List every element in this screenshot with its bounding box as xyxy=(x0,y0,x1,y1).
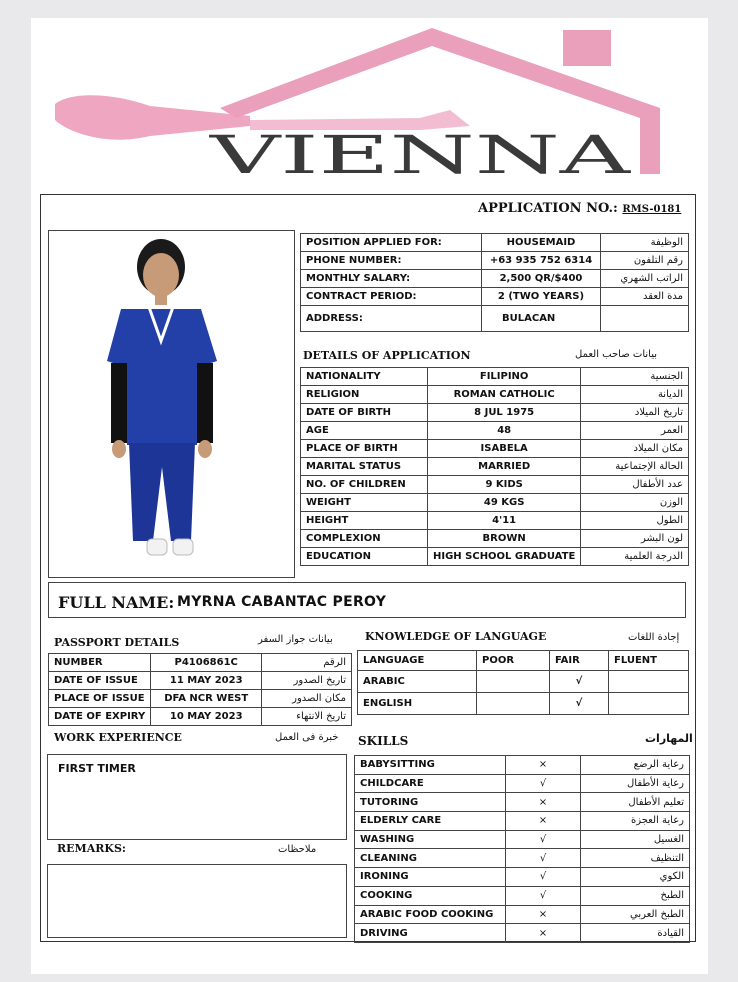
details-row xyxy=(301,530,689,548)
detail-value: FILIPINO xyxy=(428,368,581,386)
full-name-label: FULL NAME: xyxy=(58,593,175,612)
language-header: LANGUAGE xyxy=(358,651,477,671)
details-table xyxy=(300,367,689,566)
passport-label: PLACE OF ISSUE xyxy=(49,690,151,708)
skill-row xyxy=(355,849,690,868)
skill-label-ar: تعليم الأطفال xyxy=(581,793,690,812)
language-fair: √ xyxy=(550,693,609,715)
passport-value: P4106861C xyxy=(151,654,262,672)
contact-row xyxy=(301,234,689,252)
detail-label-ar: مكان الميلاد xyxy=(581,440,689,458)
address-label: ADDRESS: xyxy=(301,306,482,332)
contact-table xyxy=(300,233,689,332)
language-table xyxy=(357,650,689,715)
application-number: RMS-0181 xyxy=(622,204,682,215)
detail-value: 8 JUL 1975 xyxy=(428,404,581,422)
details-row xyxy=(301,422,689,440)
skill-row xyxy=(355,793,690,812)
details-row xyxy=(301,404,689,422)
skill-row xyxy=(355,830,690,849)
skill-row xyxy=(355,905,690,924)
skill-name: ELDERLY CARE xyxy=(355,812,506,831)
skill-row xyxy=(355,756,690,775)
application-number-row xyxy=(478,201,695,216)
language-fluent xyxy=(609,693,689,715)
field-value: HOUSEMAID xyxy=(482,234,601,252)
detail-label-ar: الوزن xyxy=(581,494,689,512)
remarks-title-ar: ملاحظات xyxy=(278,844,317,855)
applicant-photo xyxy=(48,230,295,578)
skill-mark: √ xyxy=(506,830,581,849)
skill-mark: √ xyxy=(506,849,581,868)
language-title: KNOWLEDGE OF LANGUAGE xyxy=(365,630,547,643)
detail-label: NATIONALITY xyxy=(301,368,428,386)
house-chimney-shape xyxy=(563,30,611,66)
skill-name: TUTORING xyxy=(355,793,506,812)
contact-row xyxy=(301,252,689,270)
detail-label: EDUCATION xyxy=(301,548,428,566)
detail-label: NO. OF CHILDREN xyxy=(301,476,428,494)
field-label: POSITION APPLIED FOR: xyxy=(301,234,482,252)
contact-row xyxy=(301,270,689,288)
brand-wordmark: VIENNA xyxy=(208,126,633,186)
skill-label-ar: التنظيف xyxy=(581,849,690,868)
detail-label-ar: عدد الأطفال xyxy=(581,476,689,494)
detail-value: 4'11 xyxy=(428,512,581,530)
skill-label-ar: الكوي xyxy=(581,868,690,887)
work-title-ar: خبرة فى العمل xyxy=(275,732,339,743)
skill-label-ar: الطبخ xyxy=(581,886,690,905)
skill-name: CHILDCARE xyxy=(355,774,506,793)
address-value: BULACAN xyxy=(482,306,601,332)
detail-value: ROMAN CATHOLIC xyxy=(428,386,581,404)
work-experience-content: FIRST TIMER xyxy=(58,762,136,775)
field-value: 2,500 QR/$400 xyxy=(482,270,601,288)
language-row xyxy=(358,671,689,693)
language-header: FAIR xyxy=(550,651,609,671)
detail-value: MARRIED xyxy=(428,458,581,476)
details-row xyxy=(301,548,689,566)
language-name: ARABIC xyxy=(358,671,477,693)
passport-label-ar: مكان الصدور xyxy=(262,690,352,708)
details-row xyxy=(301,368,689,386)
skill-row xyxy=(355,868,690,887)
work-title: WORK EXPERIENCE xyxy=(54,731,182,744)
detail-label: RELIGION xyxy=(301,386,428,404)
skill-mark: √ xyxy=(506,886,581,905)
details-row xyxy=(301,386,689,404)
work-experience-box xyxy=(47,754,347,840)
detail-value: HIGH SCHOOL GRADUATE xyxy=(428,548,581,566)
skill-name: ARABIC FOOD COOKING xyxy=(355,905,506,924)
details-row xyxy=(301,440,689,458)
skill-row xyxy=(355,812,690,831)
detail-label: MARITAL STATUS xyxy=(301,458,428,476)
skill-name: WASHING xyxy=(355,830,506,849)
details-row xyxy=(301,476,689,494)
language-fluent xyxy=(609,671,689,693)
skill-name: COOKING xyxy=(355,886,506,905)
detail-label: COMPLEXION xyxy=(301,530,428,548)
language-row xyxy=(358,693,689,715)
passport-title: PASSPORT DETAILS xyxy=(54,636,180,649)
remarks-title: REMARKS: xyxy=(57,842,126,855)
vienna-logo xyxy=(0,0,738,195)
detail-label-ar: الجنسية xyxy=(581,368,689,386)
passport-value: 11 MAY 2023 xyxy=(151,672,262,690)
contact-row xyxy=(301,288,689,306)
field-label-ar: رقم التلفون xyxy=(601,252,689,270)
full-name-value: MYRNA CABANTAC PEROY xyxy=(177,594,387,610)
detail-label-ar: العمر xyxy=(581,422,689,440)
application-label: APPLICATION NO.: xyxy=(478,201,618,216)
detail-label: PLACE OF BIRTH xyxy=(301,440,428,458)
language-poor xyxy=(477,693,550,715)
skill-mark: √ xyxy=(506,774,581,793)
passport-row xyxy=(49,690,352,708)
skill-row xyxy=(355,886,690,905)
skill-label-ar: الغسيل xyxy=(581,830,690,849)
skill-mark: × xyxy=(506,924,581,943)
detail-label-ar: الحالة الإجتماعية xyxy=(581,458,689,476)
language-header: FLUENT xyxy=(609,651,689,671)
skill-label-ar: الطبخ العربي xyxy=(581,905,690,924)
field-label-ar: الراتب الشهري xyxy=(601,270,689,288)
skill-label-ar: رعاية الأطفال xyxy=(581,774,690,793)
language-poor xyxy=(477,671,550,693)
language-fair: √ xyxy=(550,671,609,693)
detail-label-ar: الدرجة العلمية xyxy=(581,548,689,566)
passport-label-ar: تاريخ الصدور xyxy=(262,672,352,690)
passport-label-ar: الرقم xyxy=(262,654,352,672)
house-wall-shape xyxy=(640,110,660,174)
detail-label: WEIGHT xyxy=(301,494,428,512)
detail-label-ar: الطول xyxy=(581,512,689,530)
language-title-ar: إجادة اللغات xyxy=(628,632,680,643)
detail-label: HEIGHT xyxy=(301,512,428,530)
passport-table xyxy=(48,653,352,726)
detail-label-ar: لون البشر xyxy=(581,530,689,548)
passport-value: DFA NCR WEST xyxy=(151,690,262,708)
passport-row xyxy=(49,654,352,672)
detail-label-ar: الديانة xyxy=(581,386,689,404)
passport-row xyxy=(49,672,352,690)
skill-mark: √ xyxy=(506,868,581,887)
passport-label: NUMBER xyxy=(49,654,151,672)
skill-mark: × xyxy=(506,905,581,924)
field-label-ar: مدة العقد xyxy=(601,288,689,306)
passport-label-ar: تاريخ الانتهاء xyxy=(262,708,352,726)
remarks-box xyxy=(47,864,347,938)
skill-row xyxy=(355,774,690,793)
passport-label: DATE OF EXPIRY xyxy=(49,708,151,726)
detail-value: BROWN xyxy=(428,530,581,548)
skill-mark: × xyxy=(506,812,581,831)
skills-table xyxy=(354,755,690,943)
detail-value: 48 xyxy=(428,422,581,440)
full-name-box xyxy=(48,582,686,618)
details-row xyxy=(301,512,689,530)
skill-label-ar: رعاية الرضع xyxy=(581,756,690,775)
detail-value: 9 KIDS xyxy=(428,476,581,494)
skill-name: DRIVING xyxy=(355,924,506,943)
details-title-ar: بيانات صاحب العمل xyxy=(575,349,657,360)
skill-mark: × xyxy=(506,793,581,812)
skill-mark: × xyxy=(506,756,581,775)
passport-value: 10 MAY 2023 xyxy=(151,708,262,726)
field-label: PHONE NUMBER: xyxy=(301,252,482,270)
skill-name: CLEANING xyxy=(355,849,506,868)
field-label: CONTRACT PERIOD: xyxy=(301,288,482,306)
skills-title-ar: المهارات xyxy=(645,732,693,745)
detail-value: 49 KGS xyxy=(428,494,581,512)
applicant-photo-figure xyxy=(49,231,294,577)
field-label: MONTHLY SALARY: xyxy=(301,270,482,288)
skill-row xyxy=(355,924,690,943)
skill-label-ar: رعاية العجزة xyxy=(581,812,690,831)
skill-name: BABYSITTING xyxy=(355,756,506,775)
address-row xyxy=(301,306,689,332)
field-label-ar: الوظيفة xyxy=(601,234,689,252)
detail-label: AGE xyxy=(301,422,428,440)
language-header: POOR xyxy=(477,651,550,671)
detail-label: DATE OF BIRTH xyxy=(301,404,428,422)
skill-name: IRONING xyxy=(355,868,506,887)
skills-title: SKILLS xyxy=(358,734,409,748)
field-value: 2 (TWO YEARS) xyxy=(482,288,601,306)
field-value: +63 935 752 6314 xyxy=(482,252,601,270)
passport-label: DATE OF ISSUE xyxy=(49,672,151,690)
language-name: ENGLISH xyxy=(358,693,477,715)
address-blank xyxy=(601,306,689,332)
details-title: DETAILS OF APPLICATION xyxy=(303,349,471,362)
passport-title-ar: بيانات جواز السفر xyxy=(258,634,333,645)
details-row xyxy=(301,458,689,476)
passport-row xyxy=(49,708,352,726)
detail-value: ISABELA xyxy=(428,440,581,458)
detail-label-ar: تاريخ الميلاد xyxy=(581,404,689,422)
details-row xyxy=(301,494,689,512)
language-header-row xyxy=(358,651,689,671)
skill-label-ar: القيادة xyxy=(581,924,690,943)
